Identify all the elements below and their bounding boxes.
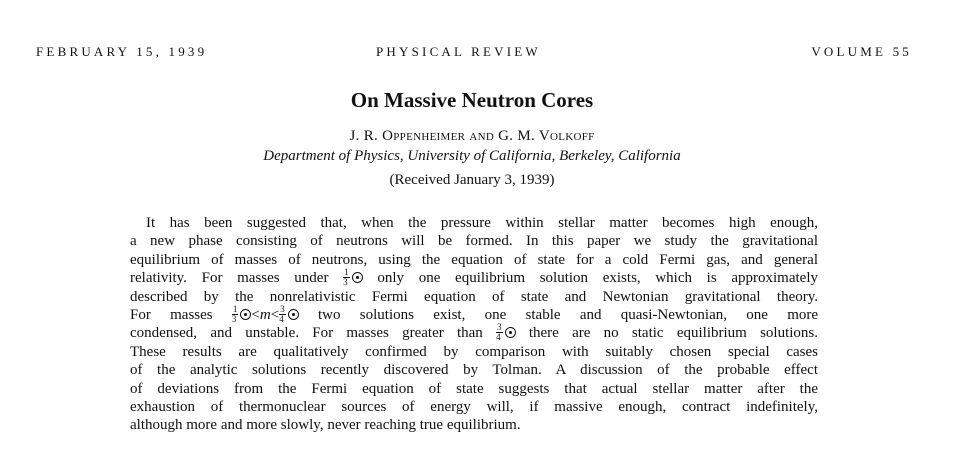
paper-affiliation: Department of Physics, University of California, Berkeley, California — [263, 148, 681, 164]
sun-symbol-icon — [505, 327, 516, 338]
abstract-line: a new phase consisting of neutrons will be formed. In this paper we study the gravitational — [130, 233, 818, 250]
abstract-text: condensed, and unstable. For masses greater than — [130, 325, 483, 342]
abstract-line: of deviations from the Fermi equation of state suggests that actual stellar matter after the — [130, 380, 818, 397]
sun-symbol-icon — [288, 309, 299, 320]
abstract-line: of the analytic solutions recently discovered by Tolman. A discussion of the probable effect — [130, 362, 818, 379]
abstract-line: It has been suggested that, when the pressure within stellar matter becomes high enough, — [146, 215, 818, 231]
sun-symbol-icon — [240, 309, 251, 320]
fraction-three-quarters: $\frac{3}{4}$ — [279, 304, 285, 325]
paper-title: On Massive Neutron Cores — [350, 88, 594, 112]
running-head-volume: VOLUME 55 — [811, 44, 912, 59]
running-head — [36, 44, 912, 64]
abstract-text: two solutions exist, one stable and quasi-Newtonian, one more — [318, 306, 819, 323]
abstract-text: there are no static equilibrium solutions. — [528, 325, 819, 342]
abstract-line: exhaustion of thermonuclear sources of energy will, if massive enough, contract indefinitely, — [130, 398, 818, 415]
abstract — [130, 214, 818, 435]
running-head-journal: PHYSICAL REVIEW — [376, 44, 541, 59]
abstract-text: only one equilibrium solution exists, which is approximately — [377, 270, 819, 287]
paper-authors: J. R. Oppenheimer and G. M. Volkoff — [349, 128, 595, 144]
fraction-one-third: $\frac{1}{3}$ — [231, 304, 238, 325]
abstract-text: relativity. For masses under — [130, 270, 329, 287]
abstract-line: These results are qualitatively confirmed by comparison with suitably chosen special cases — [130, 343, 818, 360]
abstract-line: although more and more slowly, never reaching true equilibrium. — [130, 417, 521, 434]
abstract-line — [130, 269, 818, 287]
abstract-line — [130, 306, 818, 324]
running-head-date: FEBRUARY 15, 1939 — [36, 44, 208, 59]
abstract-text: For masses — [130, 306, 213, 323]
fraction-three-quarters: $\frac{3}{4}$ — [496, 322, 502, 343]
abstract-line — [130, 324, 818, 342]
less-than-sign: < — [270, 306, 280, 323]
mass-variable: m — [259, 306, 271, 323]
abstract-line: described by the nonrelativistic Fermi equation of state and Newtonian gravitational theory. — [130, 288, 818, 305]
paper-received-date: (Received January 3, 1939) — [389, 172, 555, 188]
fraction-one-third: $\frac{1}{3}$ — [343, 267, 349, 288]
less-than-sign: < — [251, 306, 260, 323]
abstract-line: equilibrium of masses of neutrons, using the equation of state for a cold Fermi gas, and general — [130, 251, 818, 268]
sun-symbol-icon — [352, 272, 363, 283]
